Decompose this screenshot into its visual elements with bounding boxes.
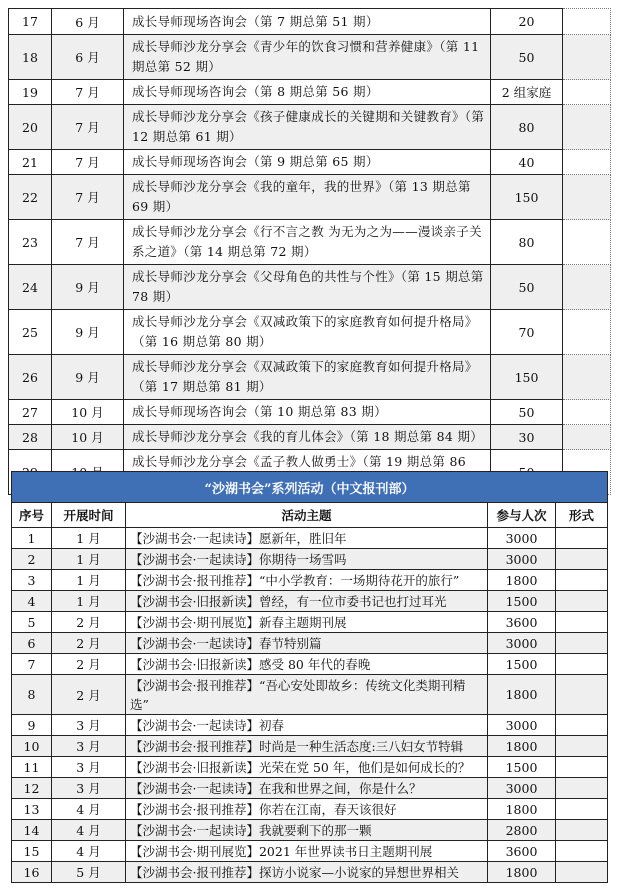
row-count: 150 xyxy=(491,175,563,220)
row-month: 10 月 xyxy=(52,400,124,425)
row-count: 3000 xyxy=(488,633,556,654)
row-month: 1 月 xyxy=(52,570,126,591)
row-form xyxy=(556,715,608,736)
row-topic: 成长导师现场咨询会（第 9 期总第 65 期） xyxy=(124,150,491,175)
row-count: 20 xyxy=(491,9,563,35)
row-topic: 【沙湖书会·期刊展览】新春主题期刊展 xyxy=(126,612,488,633)
row-month: 4 月 xyxy=(52,799,126,820)
row-topic: 成长导师沙龙分享会《青少年的饮食习惯和营养健康》（第 11 期总第 52 期） xyxy=(124,35,491,80)
row-month: 2 月 xyxy=(52,612,126,633)
row-topic: 【沙湖书会·一起读诗】我就要剩下的那一颗 xyxy=(126,820,488,841)
row-count: 80 xyxy=(491,220,563,265)
row-topic: 【沙湖书会·一起读诗】愿新年，胜旧年 xyxy=(126,528,488,549)
row-count: 50 xyxy=(491,400,563,425)
row-topic: 【沙湖书会·报刊推荐】探访小说家—小说家的异想世界相关 xyxy=(126,862,488,883)
row-month: 5 月 xyxy=(52,862,126,883)
row-number: 3 xyxy=(12,570,52,591)
row-topic: 【沙湖书会·旧报新读】感受 80 年代的春晚 xyxy=(126,654,488,675)
row-blank-cell xyxy=(563,80,611,105)
row-number: 16 xyxy=(12,862,52,883)
row-number: 23 xyxy=(9,220,52,265)
row-topic: 成长导师沙龙分享会《父母角色的共性与个性》（第 15 期总第 78 期） xyxy=(124,265,491,310)
row-topic: 【沙湖书会·一起读诗】春节特别篇 xyxy=(126,633,488,654)
row-blank-cell xyxy=(563,220,611,265)
row-blank-cell xyxy=(563,425,611,450)
row-form xyxy=(556,841,608,862)
row-blank-cell xyxy=(563,400,611,425)
row-month: 9 月 xyxy=(52,265,124,310)
row-count: 70 xyxy=(491,310,563,355)
row-number: 10 xyxy=(12,736,52,757)
row-month: 4 月 xyxy=(52,820,126,841)
row-form xyxy=(556,654,608,675)
row-count: 50 xyxy=(491,265,563,310)
row-month: 2 月 xyxy=(52,633,126,654)
row-topic: 成长导师沙龙分享会《孟子教人做勇士》（第 19 期总第 86 xyxy=(124,450,491,495)
growth-mentor-activities-table xyxy=(8,8,611,495)
row-count: 3600 xyxy=(488,612,556,633)
row-month: 3 月 xyxy=(52,715,126,736)
row-topic: 【沙湖书会·旧报新读】曾经，有一位市委书记也打过耳光 xyxy=(126,591,488,612)
row-number: 28 xyxy=(9,425,52,450)
row-number: 11 xyxy=(12,757,52,778)
row-month: 7 月 xyxy=(52,220,124,265)
row-number: 4 xyxy=(12,591,52,612)
row-month: 1 月 xyxy=(52,528,126,549)
row-month: 10 月 xyxy=(52,425,124,450)
row-month: 7 月 xyxy=(52,150,124,175)
row-number: 19 xyxy=(9,80,52,105)
row-count: 1800 xyxy=(488,570,556,591)
row-number: 1 xyxy=(12,528,52,549)
row-number: 21 xyxy=(9,150,52,175)
row-number: 9 xyxy=(12,715,52,736)
row-form xyxy=(556,612,608,633)
row-form xyxy=(556,633,608,654)
row-month: 6 月 xyxy=(52,9,124,35)
row-form xyxy=(556,778,608,799)
row-month: 4 月 xyxy=(52,841,126,862)
row-month: 2 月 xyxy=(52,675,126,715)
row-count: 3000 xyxy=(488,778,556,799)
row-topic: 【沙湖书会·报刊推荐】“中小学教育：一场期待花开的旅行” xyxy=(126,570,488,591)
row-topic: 【沙湖书会·一起读诗】初春 xyxy=(126,715,488,736)
row-count: 50 xyxy=(491,35,563,80)
row-count: 1800 xyxy=(488,736,556,757)
row-form xyxy=(556,799,608,820)
row-topic: 成长导师沙龙分享会《孩子健康成长的关键期和关键教育》（第 12 期总第 61 期） xyxy=(124,105,491,150)
row-blank-cell xyxy=(563,265,611,310)
row-topic: 成长导师沙龙分享会《我的育儿体会》（第 18 期总第 84 期） xyxy=(124,425,491,450)
row-count: 1500 xyxy=(488,654,556,675)
row-month: 1 月 xyxy=(52,591,126,612)
row-month: 3 月 xyxy=(52,778,126,799)
row-number: 7 xyxy=(12,654,52,675)
row-form xyxy=(556,570,608,591)
row-month: 9 月 xyxy=(52,355,124,400)
row-topic: 【沙湖书会·一起读诗】你期待一场雪吗 xyxy=(126,549,488,570)
row-topic: 【沙湖书会·报刊推荐】时尚是一种生活态度:三八妇女节特辑 xyxy=(126,736,488,757)
row-topic: 成长导师沙龙分享会《我的童年，我的世界》（第 13 期总第 69 期） xyxy=(124,175,491,220)
shahu-book-club-table xyxy=(11,471,608,883)
row-form xyxy=(556,757,608,778)
row-month: 7 月 xyxy=(52,105,124,150)
row-number: 25 xyxy=(9,310,52,355)
row-form xyxy=(556,736,608,757)
row-count: 40 xyxy=(491,150,563,175)
row-month: 9 月 xyxy=(52,310,124,355)
row-blank-cell xyxy=(563,150,611,175)
header-topic: 活动主题 xyxy=(126,503,488,528)
row-number: 2 xyxy=(12,549,52,570)
row-blank-cell xyxy=(563,175,611,220)
row-topic: 成长导师现场咨询会（第 10 期总第 83 期） xyxy=(124,400,491,425)
row-blank-cell xyxy=(563,105,611,150)
row-count: 1500 xyxy=(488,757,556,778)
row-number: 15 xyxy=(12,841,52,862)
row-count: 1500 xyxy=(488,591,556,612)
row-topic: 成长导师现场咨询会（第 7 期总第 51 期） xyxy=(124,9,491,35)
row-form xyxy=(556,820,608,841)
row-form xyxy=(556,549,608,570)
row-form xyxy=(556,528,608,549)
row-count: 150 xyxy=(491,355,563,400)
row-number: 20 xyxy=(9,105,52,150)
row-number: 13 xyxy=(12,799,52,820)
row-topic: 【沙湖书会·旧报新读】光荣在党 50 年，他们是如何成长的？ xyxy=(126,757,488,778)
row-count: 30 xyxy=(491,425,563,450)
row-count: 80 xyxy=(491,105,563,150)
row-count: 2 组家庭 xyxy=(491,80,563,105)
row-number: 8 xyxy=(12,675,52,715)
row-count: 1800 xyxy=(488,675,556,715)
row-month: 7 月 xyxy=(52,80,124,105)
row-number: 5 xyxy=(12,612,52,633)
row-topic: 【沙湖书会·报刊推荐】“吾心安处即故乡：传统文化类期刊精选” xyxy=(126,675,488,715)
row-month: 1 月 xyxy=(52,549,126,570)
row-form xyxy=(556,862,608,883)
row-blank-cell xyxy=(563,9,611,35)
row-topic: 【沙湖书会·一起读诗】在我和世界之间，你是什么？ xyxy=(126,778,488,799)
row-number: 27 xyxy=(9,400,52,425)
row-month: 3 月 xyxy=(52,757,126,778)
table-title: “沙湖书会”系列活动（中文报刊部） xyxy=(12,472,608,503)
header-count: 参与人次 xyxy=(488,503,556,528)
row-topic: 成长导师沙龙分享会《双减政策下的家庭教育如何提升格局》（第 17 期总第 81 期） xyxy=(124,355,491,400)
row-form xyxy=(556,675,608,715)
row-number: 24 xyxy=(9,265,52,310)
row-count: 1800 xyxy=(488,799,556,820)
row-number: 12 xyxy=(12,778,52,799)
row-blank-cell xyxy=(563,310,611,355)
header-number: 序号 xyxy=(12,503,52,528)
row-topic: 成长导师沙龙分享会《双减政策下的家庭教育如何提升格局》（第 16 期总第 80 期） xyxy=(124,310,491,355)
row-month: 3 月 xyxy=(52,736,126,757)
row-month: 6 月 xyxy=(52,35,124,80)
row-number: 14 xyxy=(12,820,52,841)
row-count: 3600 xyxy=(488,841,556,862)
header-month: 开展时间 xyxy=(52,503,126,528)
row-number: 26 xyxy=(9,355,52,400)
row-topic: 【沙湖书会·期刊展览】2021 年世界读书日主题期刊展 xyxy=(126,841,488,862)
row-number: 17 xyxy=(9,9,52,35)
row-count: 3000 xyxy=(488,528,556,549)
row-count: 1800 xyxy=(488,862,556,883)
row-blank-cell xyxy=(563,355,611,400)
header-form: 形式 xyxy=(556,503,608,528)
row-count: 2800 xyxy=(488,820,556,841)
row-blank-cell xyxy=(563,35,611,80)
row-number: 18 xyxy=(9,35,52,80)
row-form xyxy=(556,591,608,612)
row-month: 7 月 xyxy=(52,175,124,220)
row-count: 3000 xyxy=(488,715,556,736)
row-month: 2 月 xyxy=(52,654,126,675)
row-topic: 成长导师现场咨询会（第 8 期总第 56 期） xyxy=(124,80,491,105)
row-topic: 成长导师沙龙分享会《行不言之教 为无为之为——漫谈亲子关系之道》（第 14 期总第 72 期） xyxy=(124,220,491,265)
row-number: 6 xyxy=(12,633,52,654)
row-count: 3000 xyxy=(488,549,556,570)
row-number: 22 xyxy=(9,175,52,220)
row-topic: 【沙湖书会·报刊推荐】你若在江南，春天该很好 xyxy=(126,799,488,820)
